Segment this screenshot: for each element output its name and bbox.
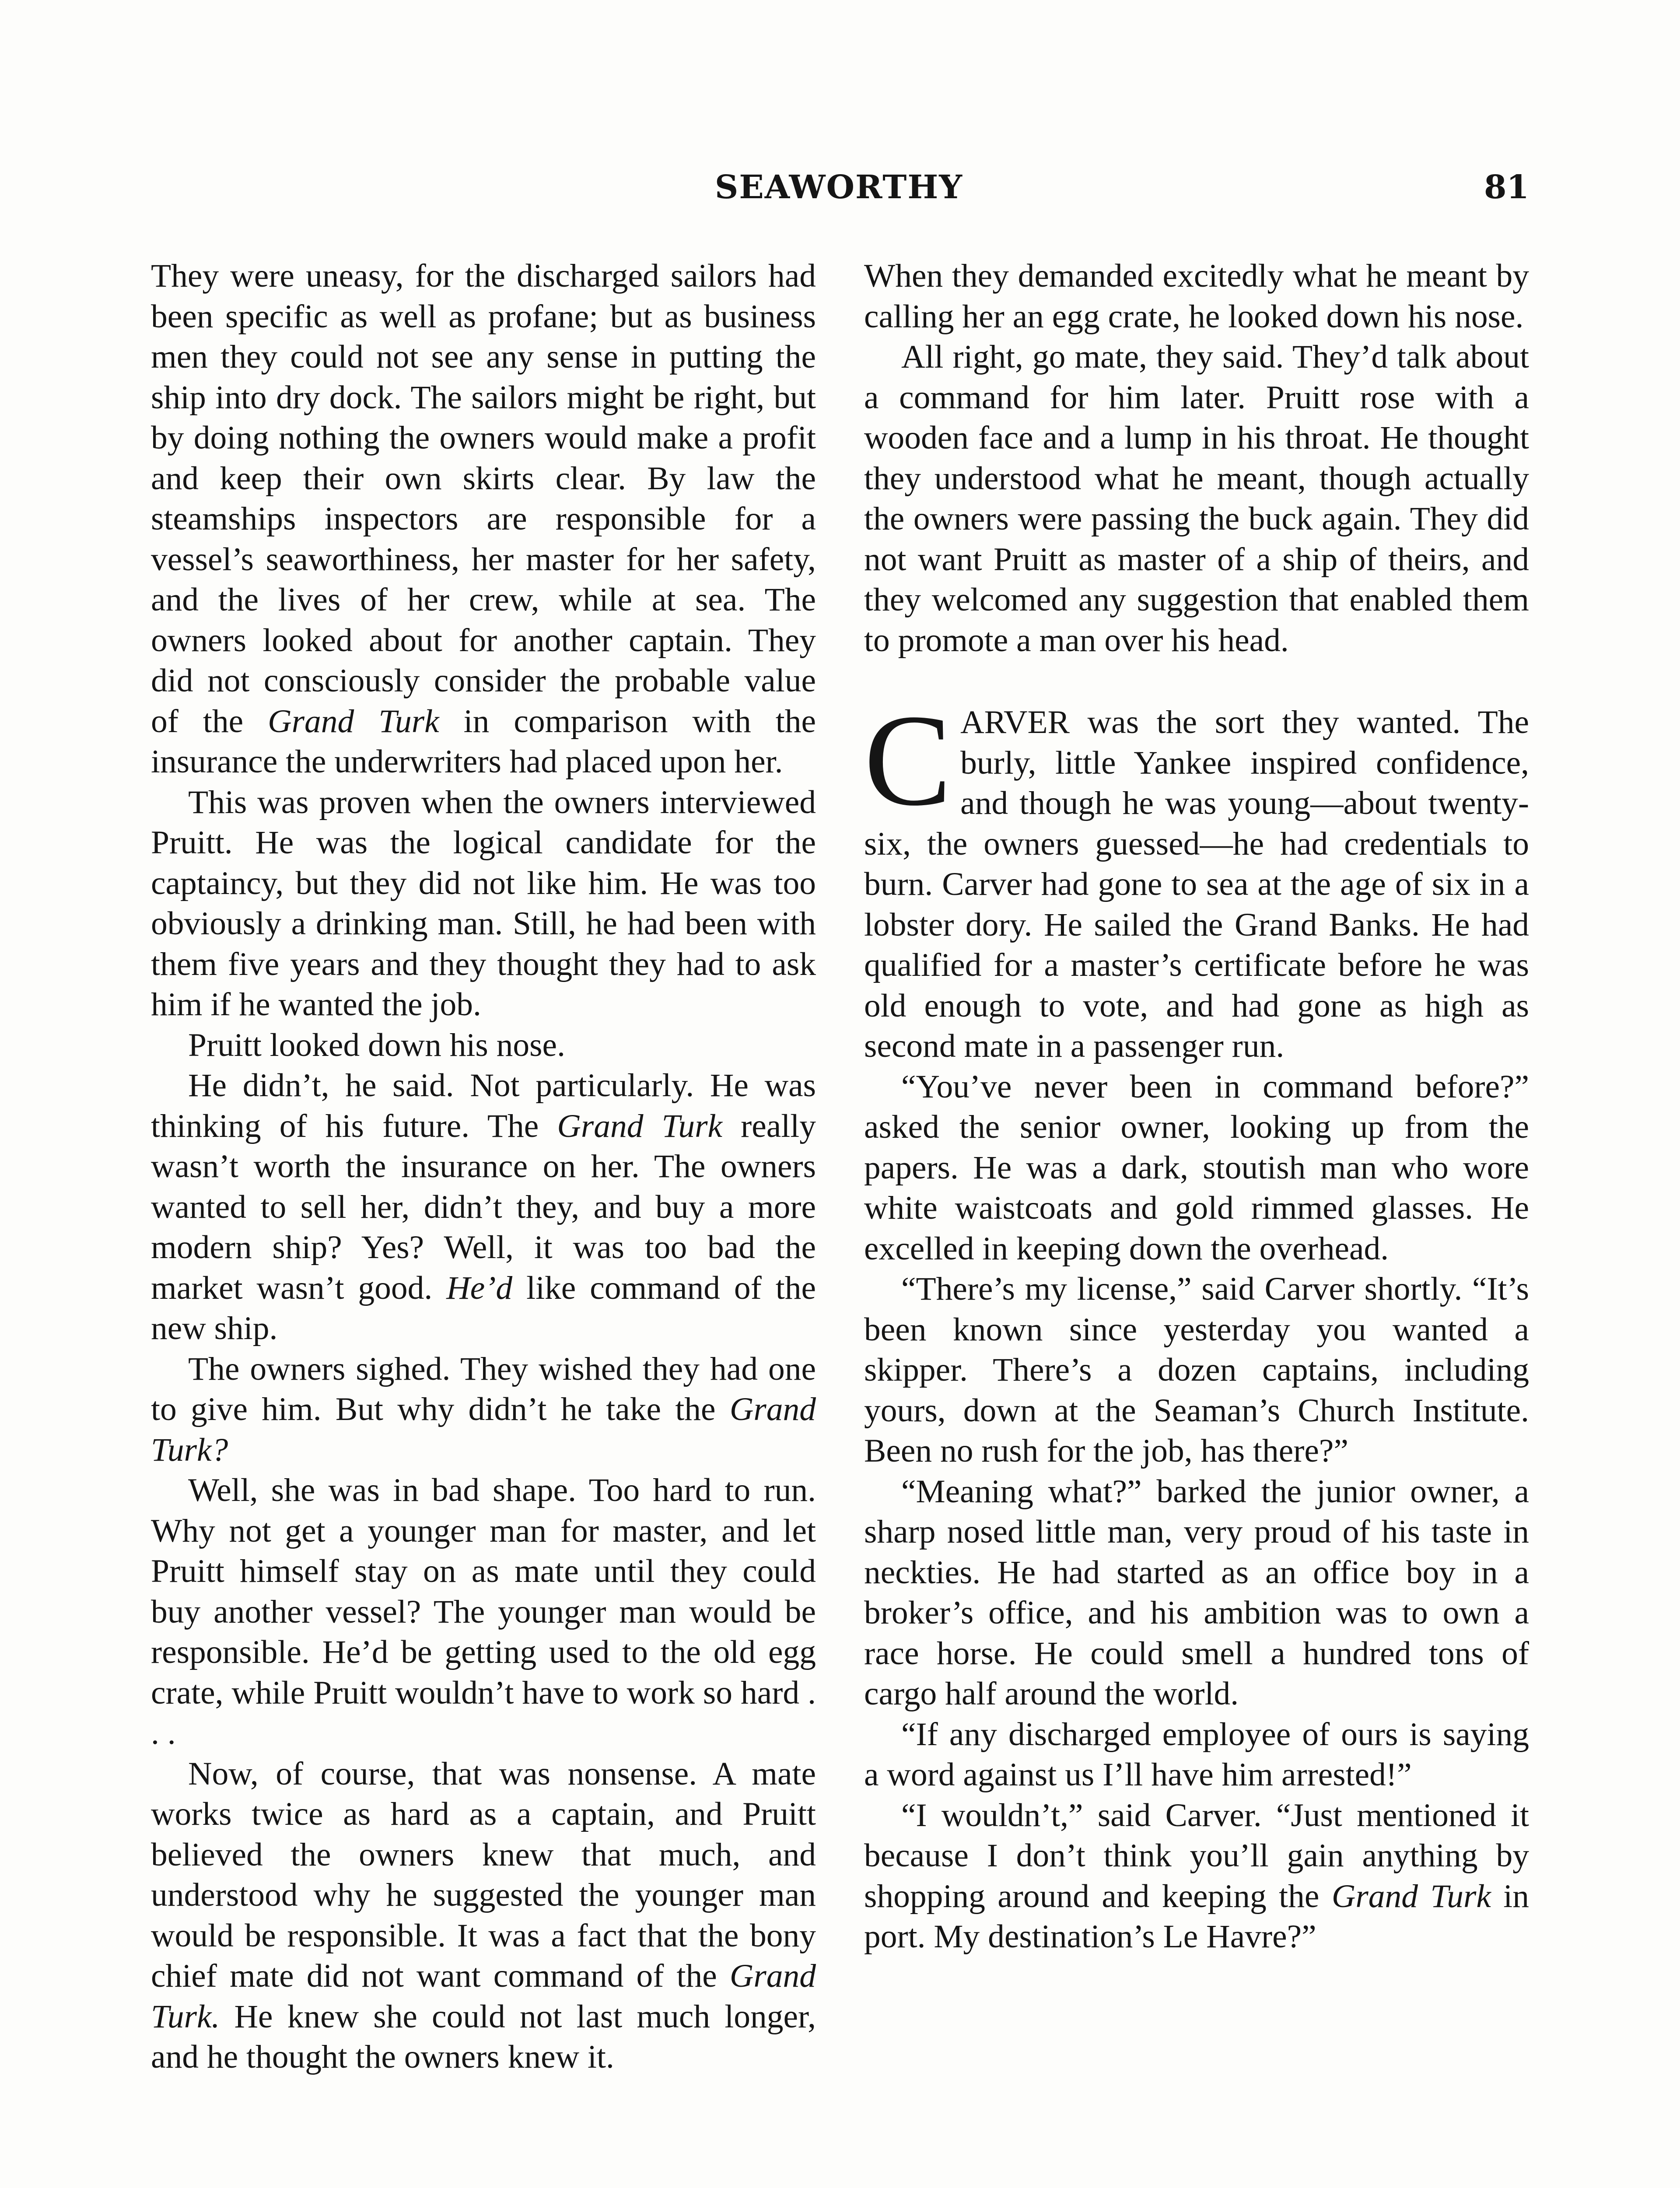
paragraph: The owners sighed. They wished they had one to give him. But why didn’t he take the Grand Turk? (151, 1350, 816, 1468)
drop-cap: C (864, 687, 952, 833)
paragraph: Well, she was in bad shape. Too hard to run. Why not get a younger man for master, and let Pruitt himself stay on as mate until they could buy another vessel? The younger man would be responsible. He’d be getting used to the old egg crate, while Pruitt wouldn’t have to work so hard . . . (151, 1472, 816, 1751)
paragraph: “There’s my license,” said Carver shortly. “It’s been known since yesterday you wanted a skipper. There’s a dozen captains, including yours, down at the Seaman’s Church Institute. Been no rush for the job, has there?” (864, 1271, 1529, 1469)
section-opening-paragraph: CARVER was the sort they wanted. The burly, little Yankee inspired confidence, and though he was young—about twenty-six, the owners guessed—he had credentials to burn. Carver had gone to sea at the age of six in a lobster dory. He sailed the Grand Banks. He had qualified for a master’s certificate before he was old enough to vote, and had gone as high as second mate in a passenger run. (864, 687, 1529, 1064)
page-number: 81 (1484, 168, 1529, 206)
paragraph: All right, go mate, they said. They’d talk about a command for him later. Pruitt rose with a wooden face and a lump in his throat. He thought they understood what he meant, though actually the owners were passing the buck again. They did not want Pruitt as master of a ship of theirs, and they welcomed any suggestion that enabled them to promote a man over his head. (864, 339, 1529, 659)
running-title: SEAWORTHY (714, 168, 963, 206)
right-column (864, 256, 1529, 1957)
paragraph: “Meaning what?” barked the junior owner, a sharp nosed little man, very proud of his taste in neckties. He had started as an office boy in a broker’s office, and his ambition was to own a race horse. He could smell a hundred tons of cargo half around the world. (864, 1473, 1529, 1712)
paragraph: This was proven when the owners interviewed Pruitt. He was the logical candidate for the captaincy, but they did not like him. He was too obviously a drinking man. Still, he had been with them five years and they thought they had to ask him if he wanted the job. (151, 784, 816, 1023)
paragraph: “You’ve never been in command before?” asked the senior owner, looking up from the papers. He was a dark, stoutish man who wore white waistcoats and gold rimmed glasses. He excelled in keeping down the overhead. (864, 1068, 1529, 1267)
left-column (151, 256, 816, 2078)
paragraph: Now, of course, that was nonsense. A mate works twice as hard as a captain, and Pruitt believed the owners knew that much, and understood why he suggested the younger man would be responsible. It was a fact that the bony chief mate did not want command of the Grand Turk. He knew she could not last much longer, and he thought the owners knew it. (151, 1755, 816, 2075)
paragraph: When they demanded excitedly what he meant by calling her an egg crate, he looked down his nose. (864, 258, 1529, 335)
paragraph: They were uneasy, for the discharged sailors had been specific as well as profane; but as business men they could not see any sense in putting the ship into dry dock. The sailors might be right, but by doing nothing the owners would make a profit and keep their own skirts clear. By law the steamships inspectors are responsible for a vessel’s seaworthiness, her master for her safety, and the lives of her crew, while at sea. The owners looked about for another captain. They did not consciously consider the probable value of the Grand Turk in comparison with the insurance the underwriters had placed upon her. (151, 258, 816, 780)
paragraph: He didn’t, he said. Not particularly. He was thinking of his future. The Grand Turk really wasn’t worth the insurance on her. The owners wanted to sell her, didn’t they, and buy a more modern ship? Yes? Well, it was too bad the market wasn’t good. He’d like command of the new ship. (151, 1067, 816, 1346)
paragraph: Pruitt looked down his nose. (188, 1027, 565, 1063)
paragraph: “I wouldn’t,” said Carver. “Just mentioned it because I don’t think you’ll gain anything by shopping around and keeping the Grand Turk in port. My destination’s Le Havre?” (864, 1797, 1529, 1955)
paragraph: “If any discharged employee of ours is saying a word against us I’ll have him arrested!” (864, 1716, 1529, 1793)
running-header (149, 168, 1529, 217)
